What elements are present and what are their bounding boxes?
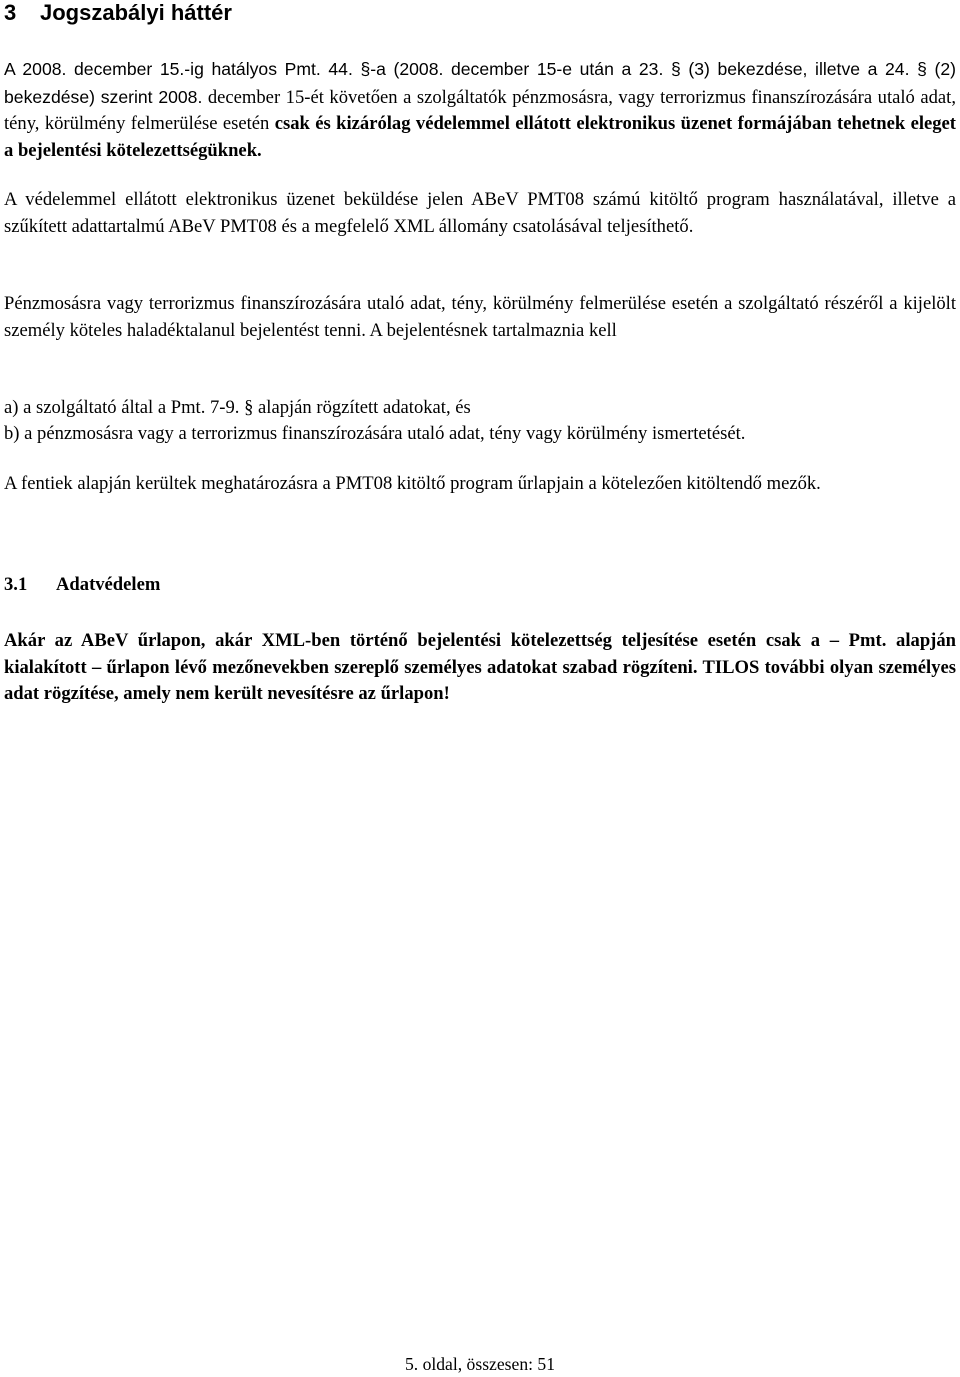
paragraph-intro-serif: december 15-ét követően a szolgáltatók pénzmosásra, vagy terrorizmus finanszírozására utaló adat, tény, körülmény felmerülése esetén <box>4 86 956 134</box>
paragraph-protected-message: A védelemmel ellátott elektronikus üzenet beküldése jelen ABeV PMT08 számú kitöltő program használatával, illetve a szűkített adattartalmú ABeV PMT08 és a megfelelő XML állomány csatolásával teljesíthető. <box>4 189 956 237</box>
subsection-number: 3.1 <box>4 574 28 595</box>
section-title: Jogszabályi háttér <box>40 0 232 25</box>
list-item-b: b) a pénzmosásra vagy a terrorizmus finanszírozására utaló adat, tény vagy körülmény ismertetését. <box>4 423 746 444</box>
list-item-a: a) a szolgáltató által a Pmt. 7-9. § alapján rögzített adatokat, és <box>4 397 471 418</box>
section-heading <box>4 0 232 26</box>
paragraph-legal-background <box>4 56 956 164</box>
paragraph-reporting-duty: Pénzmosásra vagy terrorizmus finanszírozására utaló adat, tény, körülmény felmerülése esetén a szolgáltató részéről a kijelölt személy köteles haladéktalanul bejelentést tenni. A bejelentésnek tartalmaznia kell <box>4 293 956 341</box>
paragraph-intro-sans: A 2008. december 15.-ig hatályos Pmt. 44. §-a (2008. december 15-e után a 23. § (3) bekezdése, illetve a 24. § (2) bekezdése) szerint 2008. <box>4 59 956 107</box>
subsection-title: Adatvédelem <box>56 574 161 595</box>
paragraph-required-fields: A fentiek alapján kerültek meghatározásra a PMT08 kitöltő program űrlapjain a kötelezően kitöltendő mezők. <box>4 473 821 494</box>
paragraph-intro-bold: csak és kizárólag védelemmel ellátott elektronikus üzenet formájában tehetnek eleget a bejelentési kötelezettségüknek. <box>4 113 956 161</box>
section-number: 3 <box>4 0 17 25</box>
paragraph-data-protection: Akár az ABeV űrlapon, akár XML-ben történő bejelentési kötelezettség teljesítése esetén csak a – Pmt. alapján kialakított – űrlapon lévő mezőnevekben szereplő személyes adatokat szabad rögzíteni. TILOS további olyan személyes adat rögzítése, amely nem került nevesítésre az űrlapon! <box>4 630 956 704</box>
subsection-heading <box>4 572 160 598</box>
page-footer: 5. oldal, összesen: 51 <box>404 1354 555 1374</box>
